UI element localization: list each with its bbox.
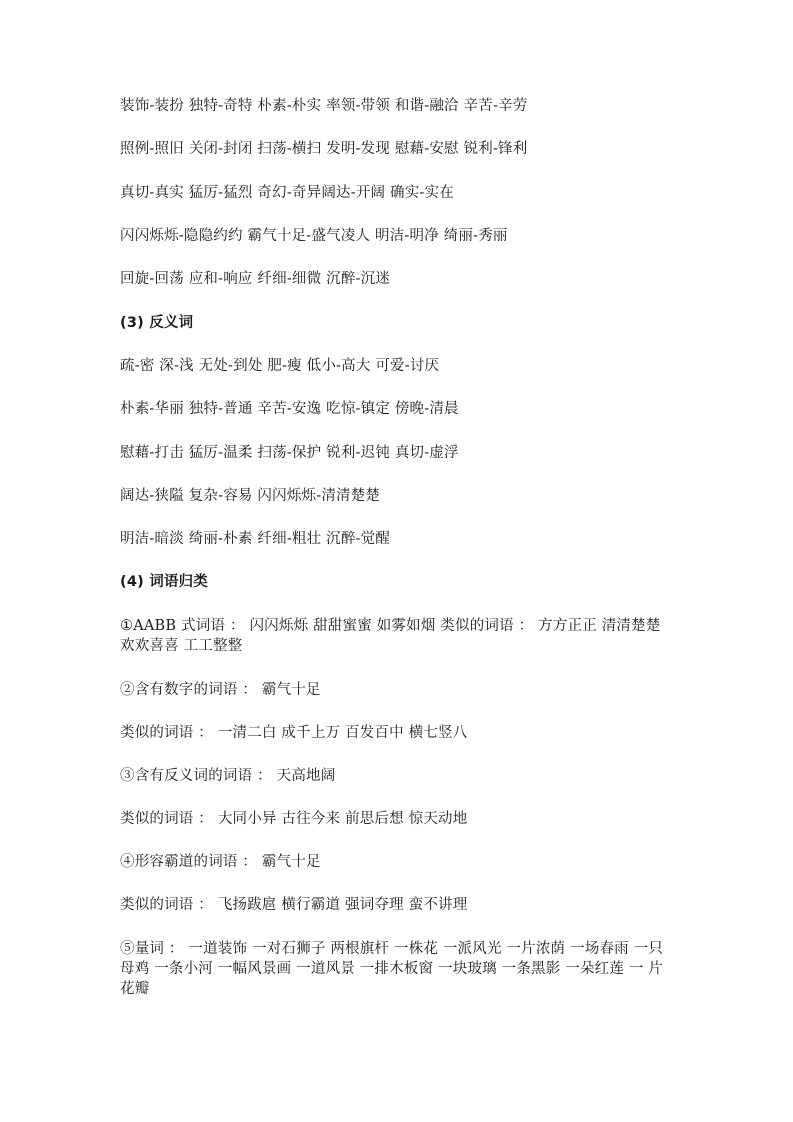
antonym-line: 阔达-狭隘 复杂-容易 闪闪烁烁-清清楚楚 [120,488,381,504]
classify-domineering: ④形容霸道的词语 ： 霸气十足 [120,854,321,870]
synonym-line: 照例-照旧 关闭-封闭 扫荡-横扫 发明-发现 慰藉-安慰 锐利-锋利 [120,141,528,157]
synonym-line: 闪闪烁烁-隐隐约约 霸气十足-盛气凌人 明洁-明净 绮丽-秀丽 [120,228,508,244]
classify-number-similar: 类似的词语 ： 一清二白 成千上万 百发百中 横七竖八 [120,725,468,741]
antonym-heading: (3) 反义词 [120,315,194,331]
synonym-line: 装饰-装扮 独特-奇特 朴素-朴实 率领-带领 和谐-融洽 辛苦-辛劳 [120,98,528,114]
antonym-line: 慰藉-打击 猛厉-温柔 扫荡-保护 锐利-迟钝 真切-虚浮 [120,445,459,461]
classify-heading: (4) 词语归类 [120,574,208,590]
synonym-line: 回旋-回荡 应和-响应 纤细-细微 沉醉-沉迷 [120,271,391,287]
synonym-line: 真切-真实 猛厉-猛烈 奇幻-奇异阔达-开阔 确实-实在 [120,185,454,201]
antonym-line: 朴素-华丽 独特-普通 辛苦-安逸 吃惊-镇定 傍晚-清晨 [120,401,459,417]
classify-measure: ⑤量词 ： 一道装饰 一对石狮子 两根旗杆 一株花 一派风光 一片浓荫 一场春雨 一只母鸡 一条小河 一幅风景画 一道风景 一排木板窗 一块玻璃 一条黑影 一朵红莲 一 片花瓣 [120,941,664,997]
classify-number: ②含有数字的词语 ： 霸气十足 [120,682,321,698]
classify-antonym-words: ③含有反义词的词语 ： 天高地阔 [120,768,336,784]
classify-domineering-similar: 类似的词语 ： 飞扬跋扈 横行霸道 强词夺理 蛮不讲理 [120,897,468,913]
antonym-line: 疏-密 深-浅 无处-到处 肥-瘦 低小-高大 可爱-讨厌 [120,358,440,374]
antonym-line: 明洁-暗淡 绮丽-朴素 纤细-粗壮 沉醉-觉醒 [120,531,391,547]
classify-antonym-similar: 类似的词语 ： 大同小异 古往今来 前思后想 惊天动地 [120,811,468,827]
classify-aabb: ①AABB 式词语 ： 闪闪烁烁 甜甜蜜蜜 如雾如烟 类似的词语 ： 方方正正 清清楚楚 欢欢喜喜 工工整整 [120,618,661,654]
